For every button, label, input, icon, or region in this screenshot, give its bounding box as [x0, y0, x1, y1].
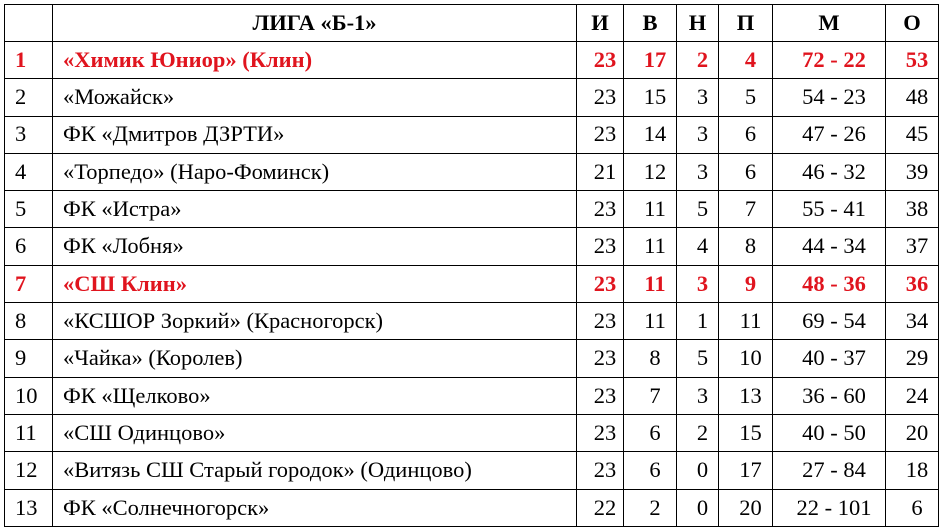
team-name: «Витязь СШ Старый городок» (Одинцово) — [53, 452, 577, 489]
games-played: 22 — [577, 489, 624, 526]
table-row — [5, 191, 939, 228]
table-row — [5, 452, 939, 489]
draws: 4 — [677, 228, 719, 265]
table-row — [5, 414, 939, 451]
team-position: 8 — [5, 303, 53, 340]
goals-for-against: 40 - 50 — [773, 414, 886, 451]
losses: 6 — [719, 116, 773, 153]
team-position: 3 — [5, 116, 53, 153]
points: 6 — [886, 489, 939, 526]
header-row — [5, 5, 939, 42]
team-name: ФК «Солнечногорск» — [53, 489, 577, 526]
games-played: 23 — [577, 79, 624, 116]
wins: 7 — [624, 377, 677, 414]
team-position: 2 — [5, 79, 53, 116]
team-name: ФК «Истра» — [53, 191, 577, 228]
table-row — [5, 79, 939, 116]
table-row — [5, 153, 939, 190]
team-name: «Чайка» (Королев) — [53, 340, 577, 377]
team-position: 11 — [5, 414, 53, 451]
draws: 1 — [677, 303, 719, 340]
wins: 11 — [624, 265, 677, 302]
losses: 4 — [719, 42, 773, 79]
team-position: 7 — [5, 265, 53, 302]
team-name: «СШ Одинцово» — [53, 414, 577, 451]
games-played: 23 — [577, 191, 624, 228]
games-played: 23 — [577, 42, 624, 79]
points: 34 — [886, 303, 939, 340]
wins: 6 — [624, 414, 677, 451]
wins: 11 — [624, 228, 677, 265]
goals-for-against: 54 - 23 — [773, 79, 886, 116]
header-draws: Н — [677, 5, 719, 42]
points: 18 — [886, 452, 939, 489]
games-played: 23 — [577, 228, 624, 265]
table-row — [5, 116, 939, 153]
losses: 11 — [719, 303, 773, 340]
draws: 5 — [677, 340, 719, 377]
team-name: «Можайск» — [53, 79, 577, 116]
goals-for-against: 22 - 101 — [773, 489, 886, 526]
table-row — [5, 42, 939, 79]
losses: 10 — [719, 340, 773, 377]
games-played: 21 — [577, 153, 624, 190]
goals-for-against: 46 - 32 — [773, 153, 886, 190]
header-position — [5, 5, 53, 42]
draws: 0 — [677, 489, 719, 526]
table-row — [5, 228, 939, 265]
draws: 3 — [677, 377, 719, 414]
points: 20 — [886, 414, 939, 451]
goals-for-against: 27 - 84 — [773, 452, 886, 489]
losses: 13 — [719, 377, 773, 414]
games-played: 23 — [577, 265, 624, 302]
header-goals: М — [773, 5, 886, 42]
losses: 17 — [719, 452, 773, 489]
goals-for-against: 40 - 37 — [773, 340, 886, 377]
draws: 5 — [677, 191, 719, 228]
points: 53 — [886, 42, 939, 79]
points: 48 — [886, 79, 939, 116]
header-league-title: ЛИГА «Б-1» — [53, 5, 577, 42]
losses: 15 — [719, 414, 773, 451]
header-points: О — [886, 5, 939, 42]
team-position: 12 — [5, 452, 53, 489]
draws: 3 — [677, 265, 719, 302]
points: 38 — [886, 191, 939, 228]
goals-for-against: 69 - 54 — [773, 303, 886, 340]
team-position: 5 — [5, 191, 53, 228]
wins: 15 — [624, 79, 677, 116]
team-name: «Химик Юниор» (Клин) — [53, 42, 577, 79]
losses: 6 — [719, 153, 773, 190]
draws: 0 — [677, 452, 719, 489]
wins: 11 — [624, 191, 677, 228]
wins: 17 — [624, 42, 677, 79]
draws: 3 — [677, 79, 719, 116]
wins: 11 — [624, 303, 677, 340]
team-name: ФК «Лобня» — [53, 228, 577, 265]
points: 36 — [886, 265, 939, 302]
team-position: 4 — [5, 153, 53, 190]
games-played: 23 — [577, 340, 624, 377]
team-position: 1 — [5, 42, 53, 79]
goals-for-against: 48 - 36 — [773, 265, 886, 302]
team-name: ФК «Дмитров ДЗРТИ» — [53, 116, 577, 153]
table-body — [5, 42, 939, 527]
losses: 8 — [719, 228, 773, 265]
table-row — [5, 265, 939, 302]
losses: 5 — [719, 79, 773, 116]
losses: 7 — [719, 191, 773, 228]
table-header — [5, 5, 939, 42]
games-played: 23 — [577, 303, 624, 340]
standings-table — [4, 4, 939, 527]
goals-for-against: 72 - 22 — [773, 42, 886, 79]
team-name: «Торпедо» (Наро-Фоминск) — [53, 153, 577, 190]
table-row — [5, 377, 939, 414]
goals-for-against: 47 - 26 — [773, 116, 886, 153]
wins: 12 — [624, 153, 677, 190]
losses: 20 — [719, 489, 773, 526]
goals-for-against: 36 - 60 — [773, 377, 886, 414]
draws: 2 — [677, 414, 719, 451]
games-played: 23 — [577, 414, 624, 451]
table-row — [5, 340, 939, 377]
table-row — [5, 489, 939, 526]
team-position: 9 — [5, 340, 53, 377]
games-played: 23 — [577, 377, 624, 414]
draws: 3 — [677, 153, 719, 190]
losses: 9 — [719, 265, 773, 302]
games-played: 23 — [577, 452, 624, 489]
games-played: 23 — [577, 116, 624, 153]
points: 45 — [886, 116, 939, 153]
goals-for-against: 44 - 34 — [773, 228, 886, 265]
team-name: «КСШОР Зоркий» (Красногорск) — [53, 303, 577, 340]
team-position: 6 — [5, 228, 53, 265]
points: 39 — [886, 153, 939, 190]
team-position: 10 — [5, 377, 53, 414]
team-name: ФК «Щелково» — [53, 377, 577, 414]
points: 29 — [886, 340, 939, 377]
header-wins: В — [624, 5, 677, 42]
team-name: «СШ Клин» — [53, 265, 577, 302]
wins: 2 — [624, 489, 677, 526]
points: 24 — [886, 377, 939, 414]
goals-for-against: 55 - 41 — [773, 191, 886, 228]
header-games: И — [577, 5, 624, 42]
team-position: 13 — [5, 489, 53, 526]
draws: 3 — [677, 116, 719, 153]
points: 37 — [886, 228, 939, 265]
draws: 2 — [677, 42, 719, 79]
wins: 6 — [624, 452, 677, 489]
wins: 14 — [624, 116, 677, 153]
wins: 8 — [624, 340, 677, 377]
table-row — [5, 303, 939, 340]
header-losses: П — [719, 5, 773, 42]
